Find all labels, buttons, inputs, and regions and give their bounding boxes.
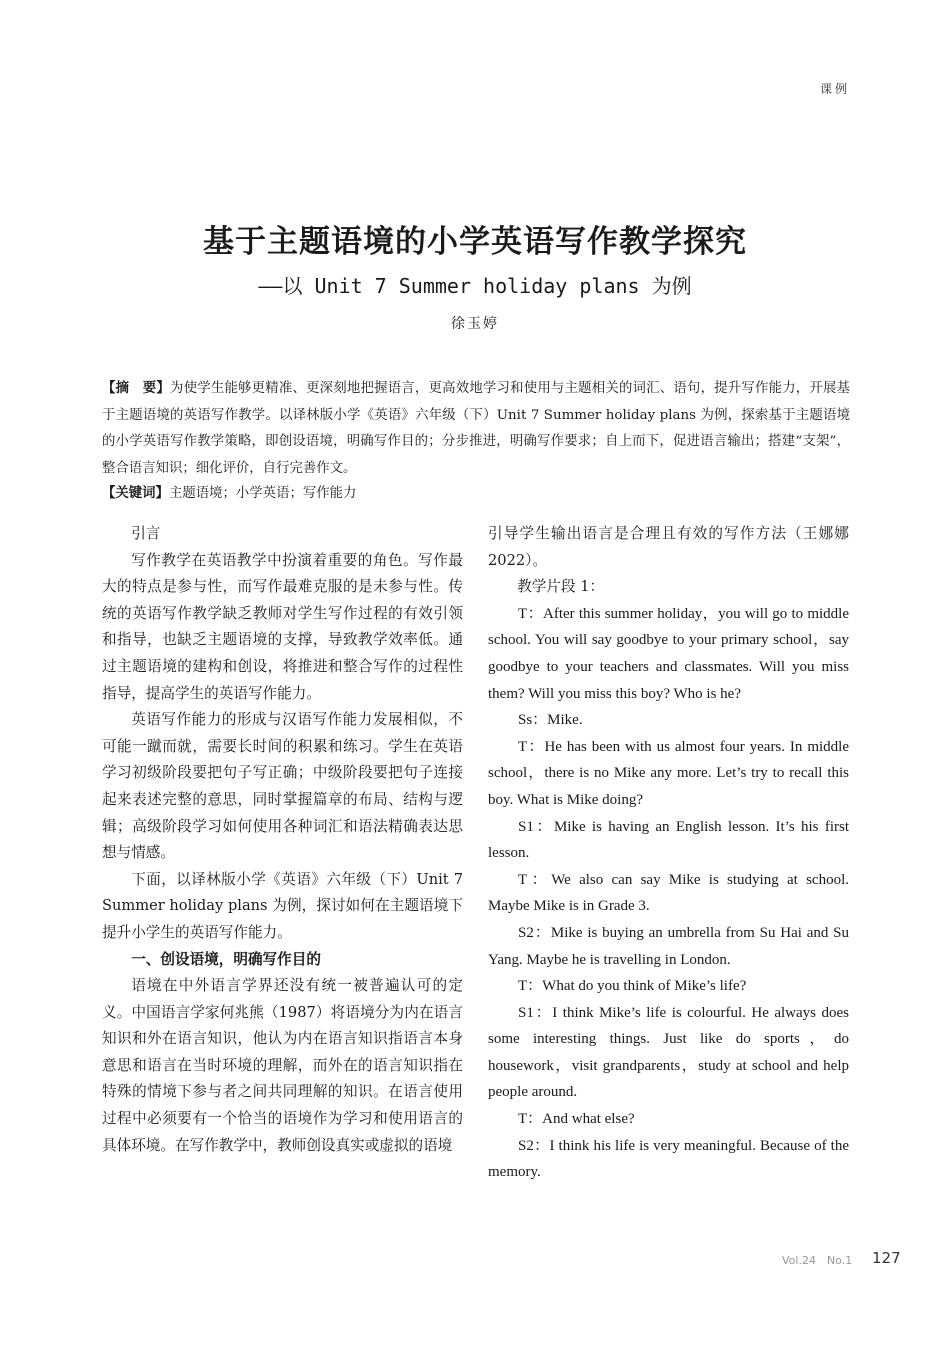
page-number: 127: [872, 1249, 901, 1267]
dialogue-line: S2：Mike is buying an umbrella from Su Hai and Su Yang. Maybe he is travelling in London.: [488, 924, 849, 968]
intro-heading: 引言: [131, 525, 161, 542]
abstract: [102, 376, 850, 482]
keywords-label: 【关键词】: [102, 486, 169, 501]
dialogue-line: T：What do you think of Mike’s life?: [518, 978, 747, 995]
abstract-text: 为使学生能够更精准、更深刻地把握语言，更高效地学习和使用与主题相关的词汇、语句，提升写作能力，开展基于主题语境的英语写作教学。以译林版小学《英语》六年级（下）Unit 7 Summer holiday plans 为例，探索基于主题语境的小学英语写作教学策略，即创设语境，明确写作目的；分步推进，明确写作要求；自上而下，促进语言输出；搭建“支架”，整合语言知识；细化评价，自行完善作文。: [102, 381, 851, 476]
section-label: 课例: [819, 82, 850, 96]
paragraph: 英语写作能力的形成与汉语写作能力发展相似，不可能一蹴而就，需要长时间的积累和练习。学生在英语学习初级阶段要把句子写正确；中级阶段要把句子连接起来表述完整的意思，同时掌握篇章的布局、结构与逻辑；高级阶段学习如何使用各种词汇和语法精确表达思想与情感。: [102, 711, 463, 862]
article-title: 基于主题语境的小学英语写作教学探究: [203, 224, 747, 260]
article-subtitle: ——以 Unit 7 Summer holiday plans 为例: [258, 274, 692, 298]
section-heading: 一、创设语境，明确写作目的: [131, 950, 321, 968]
paragraph: 写作教学在英语教学中扮演着重要的角色。写作最大的特点是参与性，而写作最难克服的是未参与性。传统的英语写作教学缺乏教师对学生写作过程的有效引领和指导，也缺乏主题语境的支撑，导致教学效率低。通过主题语境的建构和创设，将推进和整合写作的过程性指导，提高学生的英语写作能力。: [102, 551, 463, 702]
dialogue-line: S1：Mike is having an English lesson. It’s his first lesson.: [488, 818, 849, 862]
dialogue-line: Ss：Mike.: [518, 712, 583, 729]
dialogue-line: T：After this summer holiday，you will go to middle school. You will say goodbye to your primary school，say goodbye to your teachers and classmates. Will you miss them? Will you miss this boy? Who is he?: [488, 605, 849, 702]
right-column: [488, 521, 849, 1186]
dialogue-line: S1：I think Mike’s life is colourful. He always does some interesting things. Just like do sports，do housework，visit grandparents，study at school and help people around.: [488, 1004, 849, 1101]
dialogue-line: T：We also can say Mike is studying at school. Maybe Mike is in Grade 3.: [488, 871, 849, 915]
keywords-text: 主题语境；小学英语；写作能力: [168, 486, 357, 501]
keywords: [102, 481, 850, 507]
abstract-label: 【摘 要】: [102, 381, 171, 396]
fragment-label: 教学片段 1：: [517, 578, 605, 596]
dialogue-line: S2：I think his life is very meaningful. Because of the memory.: [488, 1137, 849, 1181]
paragraph: 下面，以译林版小学《英语》六年级（下）Unit 7 Summer holiday plans 为例，探讨如何在主题语境下提升小学生的英语写作能力。: [102, 870, 463, 941]
dialogue-line: T：He has been with us almost four years. In middle school，there is no Mike any more. Let’s try to recall this boy. What is Mike doing?: [488, 738, 849, 808]
paragraph: 语境在中外语言学界还没有统一被普遍认可的定义。中国语言学家何兆熊（1987）将语境分为内在语言知识和外在语言知识，他认为内在语言知识指语言本身意思和语言在当时环境的理解，而外在的语言知识指在特殊的情境下参与者之间共同理解的知识。在语言使用过程中必须要有一个恰当的语境作为学习和使用语言的具体环境。在写作教学中，教师创设真实或虚拟的语境: [102, 977, 463, 1154]
author-name: 徐玉婷: [451, 316, 499, 332]
dialogue-line: T：And what else?: [518, 1111, 635, 1128]
paragraph: 引导学生输出语言是合理且有效的写作方法（王娜娜 2022）。: [488, 525, 849, 569]
volume-info: Vol.24 No.1: [782, 1254, 853, 1267]
left-column: [102, 521, 463, 1159]
